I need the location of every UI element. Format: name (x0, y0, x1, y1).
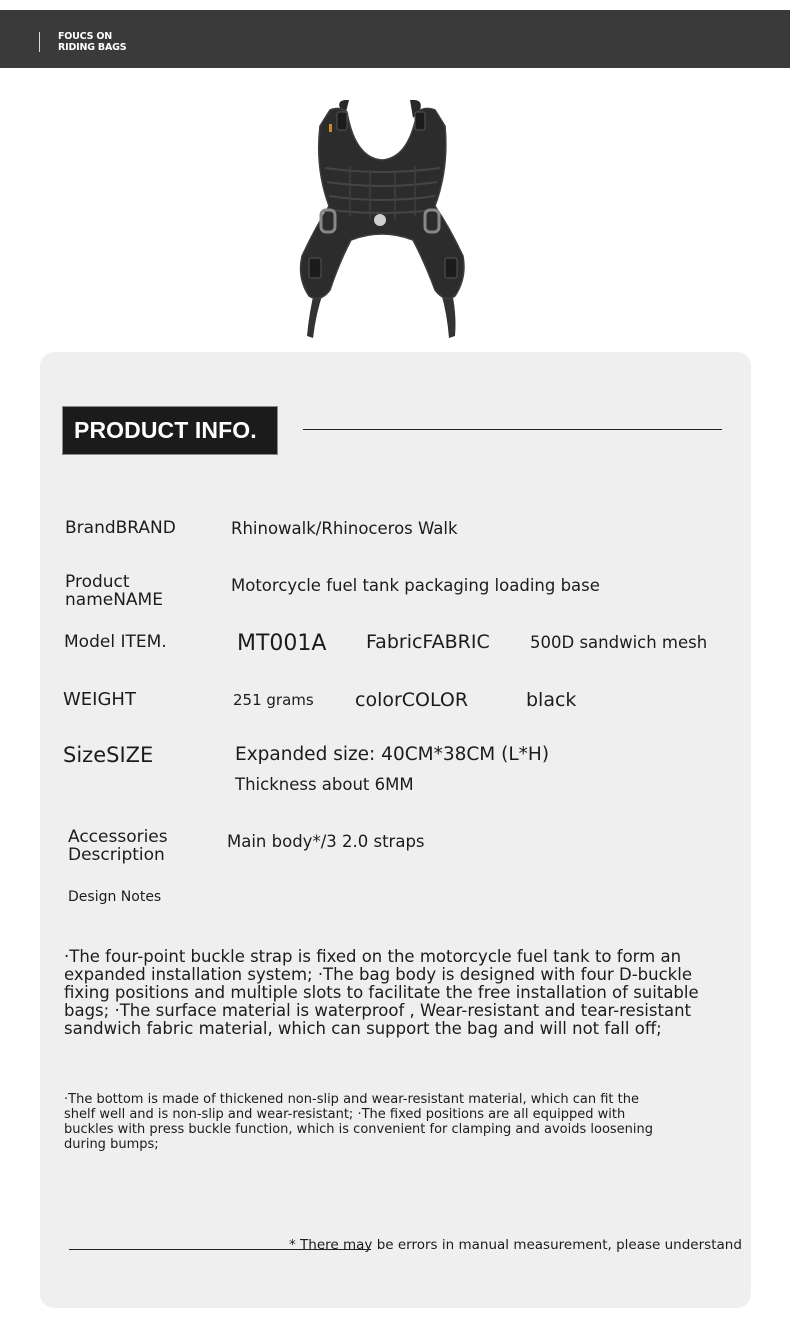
section-title: PRODUCT INFO. (63, 407, 277, 454)
weight-label: WEIGHT (63, 689, 136, 710)
product-image (285, 98, 480, 343)
brand-label: BrandBRAND (65, 518, 176, 538)
size-value-expanded: Expanded size: 40CM*38CM (L*H) (235, 744, 550, 765)
design-notes-label: Design Notes (68, 889, 162, 905)
fabric-value: 500D sandwich mesh (530, 633, 708, 652)
product-name-value: Motorcycle fuel tank packaging loading base (231, 576, 600, 595)
design-paragraph-2: ·The bottom is made of thickened non-slip and wear-resistant material, which can fit the shelf well and is non-slip and wear-resistant; ·The fixed positions are all equipped with buckles with press buckle function, which is convenient for clamping and avoids loosening during bumps; (64, 1092, 654, 1152)
title-rule (303, 429, 722, 430)
size-label: SizeSIZE (63, 743, 154, 767)
model-label: Model ITEM. (64, 632, 167, 652)
size-value-thickness: Thickness about 6MM (235, 775, 414, 794)
footer-note: * There may be errors in manual measurement, please understand (289, 1237, 742, 1253)
color-value: black (526, 689, 577, 711)
accessories-label: Accessories Description (68, 827, 168, 865)
accessories-value: Main body*/3 2.0 straps (227, 832, 425, 851)
weight-value: 251 grams (233, 691, 314, 709)
fabric-label: FabricFABRIC (366, 631, 490, 653)
header-divider (39, 32, 40, 52)
brand-line-1: FOUCS ON (58, 31, 113, 42)
color-label: colorCOLOR (355, 689, 469, 711)
brand-value: Rhinowalk/Rhinoceros Walk (231, 519, 458, 538)
header-brand (58, 31, 126, 53)
product-name-label: Product nameNAME (65, 572, 163, 610)
design-paragraph-1: ·The four-point buckle strap is fixed on the motorcycle fuel tank to form an expanded installation system; ·The bag body is designed with four D-buckle fixing positions and multiple slots to facilitate the free installation of suitable bags; ·The surface material is waterproof , Wear-resistant and tear-resistant sandwich fabric material, which can support the bag and will not fall off; (64, 947, 699, 1038)
brand-line-2: RIDING BAGS (58, 42, 127, 53)
model-value: MT001A (237, 631, 327, 656)
header-bar (0, 10, 790, 68)
